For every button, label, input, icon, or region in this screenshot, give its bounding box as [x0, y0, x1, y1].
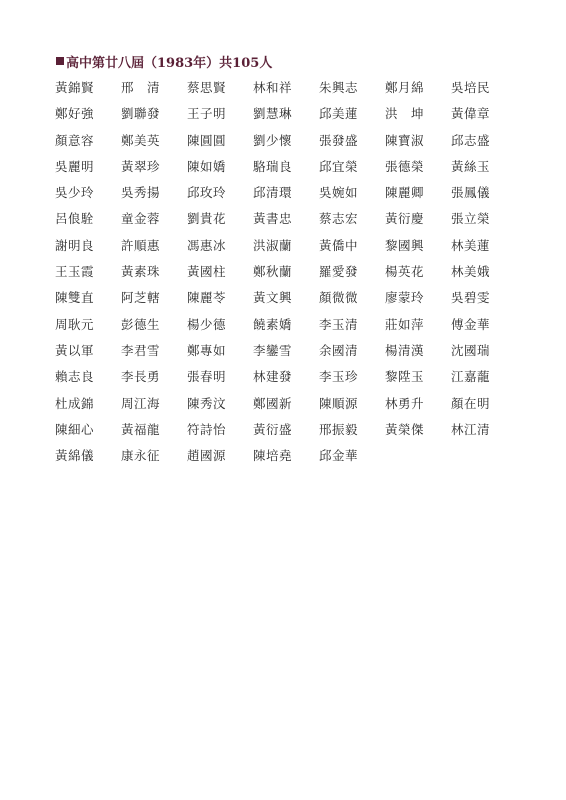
name-cell: 李鑾雪 — [253, 342, 293, 358]
name-cell: 邱宜榮 — [319, 158, 359, 174]
name-cell: 黃書忠 — [253, 211, 293, 227]
name-cell: 邱清環 — [253, 185, 293, 201]
name-cell: 邢振毅 — [319, 421, 359, 437]
name-cell: 周耿元 — [55, 316, 95, 332]
name-cell: 陳秀汶 — [187, 395, 227, 411]
name-cell: 張發盛 — [319, 132, 359, 148]
name-cell: 王子明 — [187, 106, 227, 122]
name-cell: 黃僑中 — [319, 237, 359, 253]
name-cell: 顏在明 — [451, 395, 491, 411]
name-cell: 洪淑蘭 — [253, 237, 293, 253]
name-cell: 呂俍駩 — [55, 211, 95, 227]
name-cell: 張立榮 — [451, 211, 491, 227]
name-cell: 李玉珍 — [319, 369, 359, 385]
name-cell: 林和祥 — [253, 80, 293, 95]
name-cell: 林建發 — [253, 369, 293, 385]
name-cell: 劉貴花 — [187, 211, 227, 227]
name-cell: 吳婉如 — [319, 185, 359, 201]
name-cell: 邢 清 — [121, 80, 161, 95]
name-cell: 邱玫玲 — [187, 185, 227, 201]
name-cell: 黃衍慶 — [385, 211, 425, 227]
name-cell: 饒素嬌 — [253, 316, 293, 332]
name-cell: 莊如萍 — [385, 316, 425, 332]
name-cell: 趙國源 — [187, 448, 227, 464]
name-cell: 鄭秋蘭 — [253, 264, 293, 280]
name-cell: 楊英花 — [385, 264, 425, 280]
name-cell: 劉慧琳 — [253, 106, 293, 122]
name-cell: 吳碧雯 — [451, 290, 491, 306]
name-cell: 王玉霞 — [55, 264, 95, 280]
name-cell: 廖蒙玲 — [385, 290, 425, 306]
name-cell: 周江海 — [121, 395, 161, 411]
name-cell: 陳細心 — [55, 421, 95, 437]
names-grid — [55, 78, 515, 472]
name-cell: 陳麗苓 — [187, 290, 227, 306]
name-cell: 黃衍盛 — [253, 421, 293, 437]
name-cell: 童金蓉 — [121, 211, 161, 227]
name-cell: 朱興志 — [319, 80, 359, 95]
name-cell: 許順惠 — [121, 237, 161, 253]
name-cell: 林美蓮 — [451, 237, 491, 253]
name-cell: 洪 坤 — [385, 106, 425, 122]
heading-text: 高中第廿八屆（1983年）共105人 — [66, 55, 273, 71]
name-cell: 符詩怡 — [187, 421, 227, 437]
name-cell: 李君雪 — [121, 342, 161, 358]
name-cell: 江嘉蘢 — [451, 369, 491, 385]
name-cell: 黃綿儀 — [55, 448, 95, 464]
name-cell: 陳順源 — [319, 395, 359, 411]
name-cell: 劉聯發 — [121, 106, 161, 122]
name-cell: 邱金華 — [319, 448, 359, 464]
name-cell: 楊清漢 — [385, 342, 425, 358]
name-cell: 黎國興 — [385, 237, 425, 253]
name-cell: 張鳳儀 — [451, 185, 491, 201]
name-cell: 謝明良 — [55, 237, 95, 253]
name-cell: 鄭月綿 — [385, 80, 425, 95]
name-cell: 賴志良 — [55, 369, 95, 385]
page-heading — [56, 52, 272, 70]
name-cell: 阿芝轄 — [121, 290, 161, 306]
name-cell: 鄭專如 — [187, 342, 227, 358]
name-cell: 吳麗明 — [55, 158, 95, 174]
name-cell: 蔡志宏 — [319, 211, 359, 227]
name-cell: 黃絲玉 — [451, 158, 491, 174]
name-cell: 林江清 — [451, 421, 491, 437]
name-cell: 黃翠珍 — [121, 158, 161, 174]
name-cell: 蔡思賢 — [187, 80, 227, 95]
name-cell: 陳如嬌 — [187, 158, 227, 174]
name-cell: 顏意容 — [55, 132, 95, 148]
name-cell: 楊少德 — [187, 316, 227, 332]
name-cell: 陳寶淑 — [385, 132, 425, 148]
name-cell: 黃素珠 — [121, 264, 161, 280]
name-cell: 吳少玲 — [55, 185, 95, 201]
name-cell: 吳培民 — [451, 80, 491, 95]
name-cell: 黃偉章 — [451, 106, 491, 122]
name-cell: 羅愛發 — [319, 264, 359, 280]
name-cell: 黃文興 — [253, 290, 293, 306]
name-cell: 傅金華 — [451, 316, 491, 332]
square-bullet-icon — [56, 57, 64, 65]
name-cell: 劉少懷 — [253, 132, 293, 148]
name-cell: 黎陞玉 — [385, 369, 425, 385]
name-cell: 陳雙直 — [55, 290, 95, 306]
name-cell: 林美娥 — [451, 264, 491, 280]
name-cell: 黃國柱 — [187, 264, 227, 280]
name-cell: 馮惠冰 — [187, 237, 227, 253]
name-cell: 張德榮 — [385, 158, 425, 174]
name-cell: 邱志盛 — [451, 132, 491, 148]
name-cell: 黃錦賢 — [55, 80, 95, 95]
name-cell: 鄭美英 — [121, 132, 161, 148]
name-cell: 張春明 — [187, 369, 227, 385]
name-cell: 駱瑞良 — [253, 158, 293, 174]
name-cell: 黃以軍 — [55, 342, 95, 358]
name-cell: 陳圓圓 — [187, 132, 227, 148]
name-cell: 沈國瑞 — [451, 342, 491, 358]
name-cell: 黃福龍 — [121, 421, 161, 437]
name-cell: 杜成錦 — [55, 395, 95, 411]
name-cell: 林勇升 — [385, 395, 425, 411]
name-cell: 吳秀揚 — [121, 185, 161, 201]
name-cell: 余國清 — [319, 342, 359, 358]
name-cell: 李玉清 — [319, 316, 359, 332]
name-cell: 鄭好強 — [55, 106, 95, 122]
name-cell: 黃榮傑 — [385, 421, 425, 437]
name-cell: 彭德生 — [121, 316, 161, 332]
name-cell: 康永征 — [121, 448, 161, 464]
name-cell: 李長勇 — [121, 369, 161, 385]
name-cell: 陳麗卿 — [385, 185, 425, 201]
name-cell: 邱美蓮 — [319, 106, 359, 122]
name-cell: 陳培堯 — [253, 448, 293, 464]
name-cell: 鄭國新 — [253, 395, 293, 411]
name-cell: 顏微微 — [319, 290, 359, 306]
